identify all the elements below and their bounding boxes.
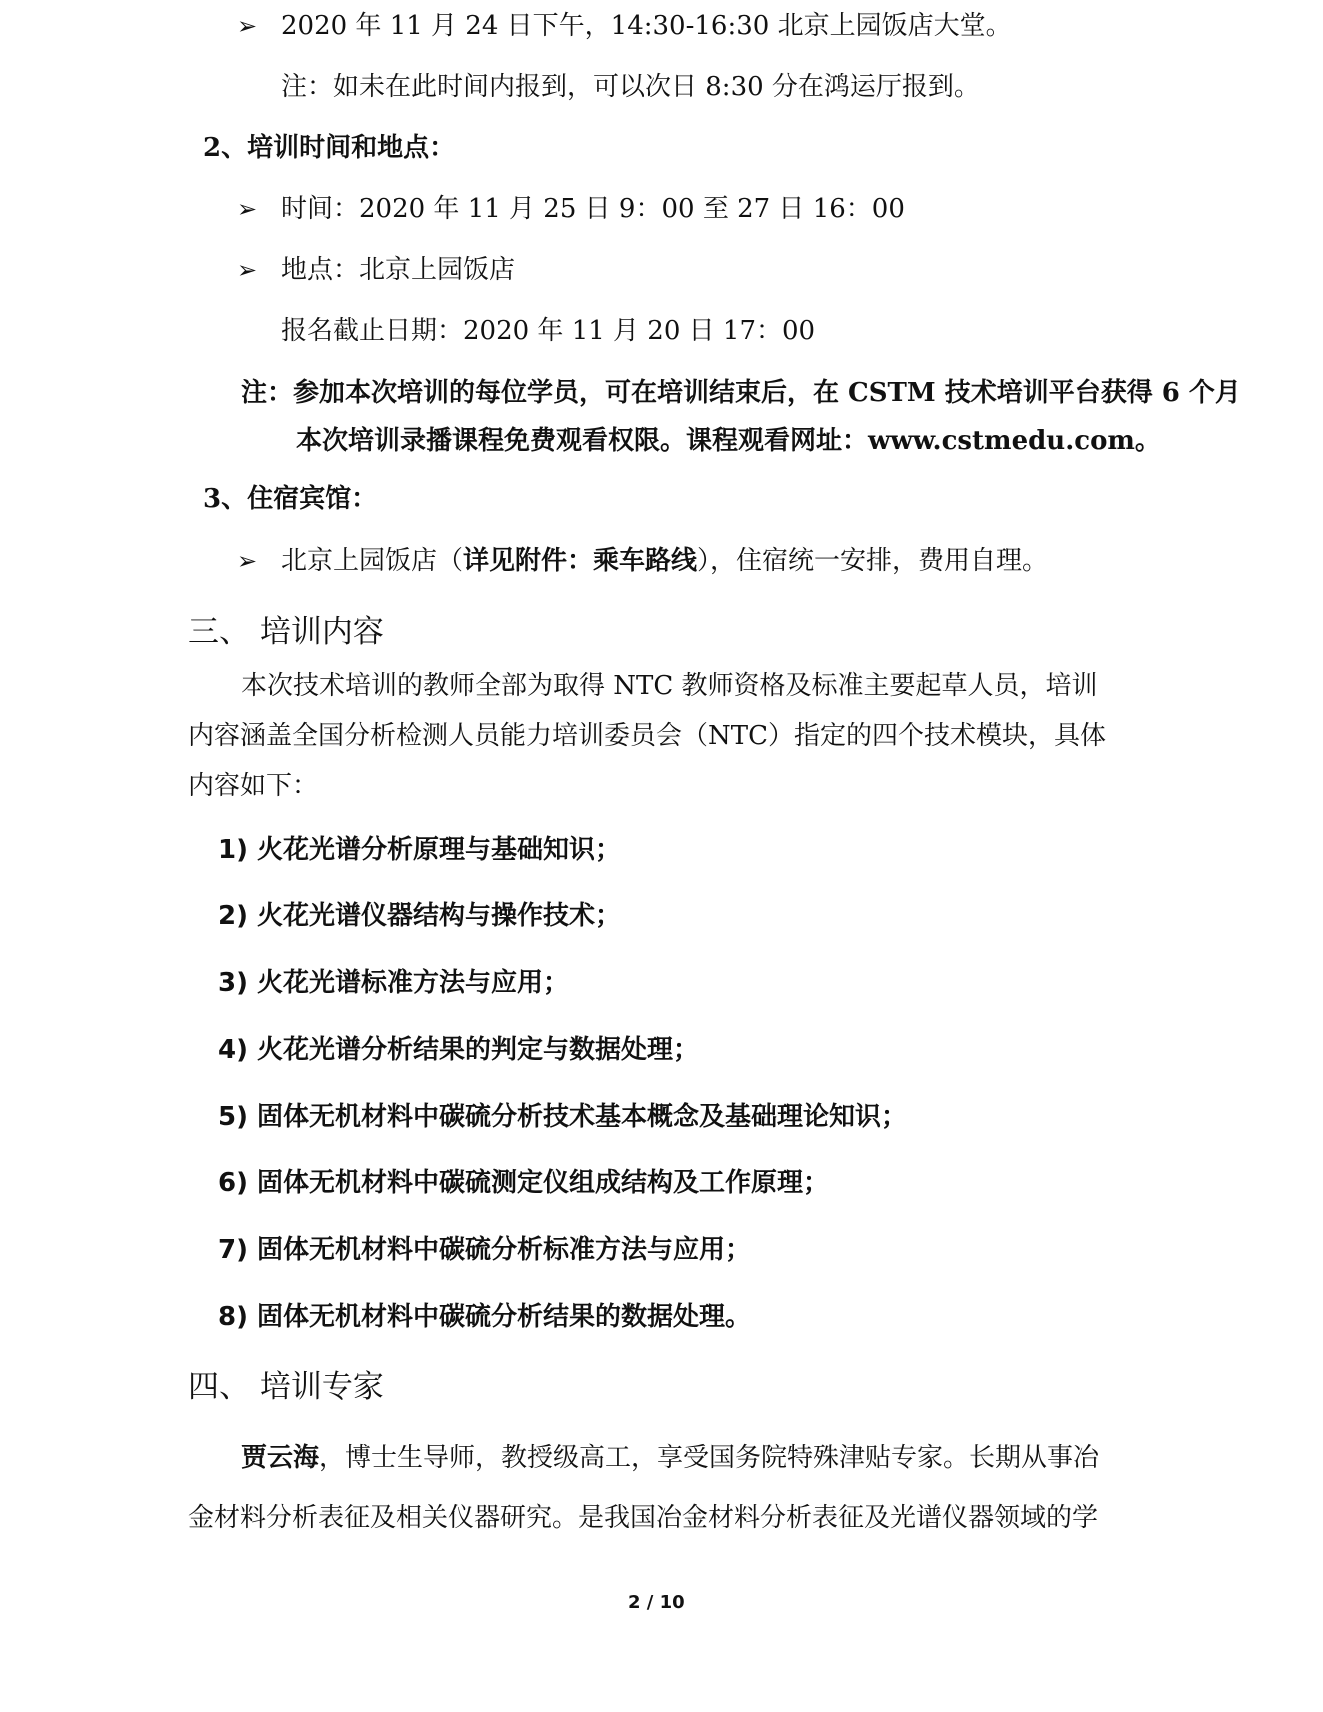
platform-note-line-1: 注：参加本次培训的每位学员，可在培训结束后，在 CSTM 技术培训平台获得 6 个月 (241, 378, 1241, 408)
expert-line-1-rest: ，博士生导师，教授级高工，享受国务院特殊津贴专家。长期从事冶 (319, 1443, 1100, 1473)
bullet-arrow-icon: ➢ (237, 547, 258, 575)
content-item-3: 3) 火花光谱标准方法与应用； (218, 968, 570, 998)
intro-line-1: 本次技术培训的教师全部为取得 NTC 教师资格及标准主要起草人员，培训 (241, 671, 1098, 701)
hotel-info (281, 544, 1048, 578)
expert-line-1 (241, 1441, 1099, 1475)
page-number: 2 / 10 (628, 1592, 685, 1613)
training-location: 地点：北京上园饭店 (281, 255, 516, 285)
expert-name: 贾云海 (241, 1443, 320, 1473)
expert-line-2: 金材料分析表征及相关仪器研究。是我国冶金材料分析表征及光谱仪器领域的学 (188, 1503, 1099, 1533)
content-item-2: 2) 火花光谱仪器结构与操作技术； (218, 901, 622, 931)
platform-note-line-2: 本次培训录播课程免费观看权限。课程观看网址：www.cstmedu.com。 (296, 426, 1161, 456)
chapter-3-heading: 三、 培训内容 (188, 614, 384, 650)
content-item-4: 4) 火花光谱分析结果的判定与数据处理； (218, 1035, 700, 1065)
intro-line-2: 内容涵盖全国分析检测人员能力培训委员会（NTC）指定的四个技术模块，具体 (188, 721, 1106, 751)
hotel-info-part-2: ），住宿统一安排，费用自理。 (697, 546, 1049, 576)
bullet-arrow-icon: ➢ (237, 12, 258, 40)
hotel-info-part-1: 北京上园饭店（ (281, 546, 464, 576)
registration-deadline: 报名截止日期：2020 年 11 月 20 日 17：00 (281, 316, 816, 346)
bullet-arrow-icon: ➢ (237, 195, 258, 223)
training-time: 时间：2020 年 11 月 25 日 9：00 至 27 日 16：00 (281, 194, 905, 224)
registration-note: 注：如未在此时间内报到，可以次日 8:30 分在鸿运厅报到。 (281, 72, 980, 102)
hotel-info-attachment: 详见附件：乘车路线 (463, 546, 698, 576)
content-item-8: 8) 固体无机材料中碳硫分析结果的数据处理。 (218, 1302, 752, 1332)
content-item-1: 1) 火花光谱分析原理与基础知识； (218, 835, 622, 865)
chapter-4-heading: 四、 培训专家 (188, 1369, 384, 1405)
registration-time: 2020 年 11 月 24 日下午，14:30-16:30 北京上园饭店大堂。 (281, 11, 1012, 41)
section-3-title: 3、住宿宾馆： (203, 484, 378, 514)
bullet-arrow-icon: ➢ (237, 256, 258, 284)
content-item-7: 7) 固体无机材料中碳硫分析标准方法与应用； (218, 1235, 752, 1265)
intro-line-3: 内容如下： (188, 771, 319, 801)
section-2-title: 2、培训时间和地点： (203, 133, 456, 163)
content-item-5: 5) 固体无机材料中碳硫分析技术基本概念及基础理论知识； (218, 1102, 908, 1132)
content-item-6: 6) 固体无机材料中碳硫测定仪组成结构及工作原理； (218, 1168, 830, 1198)
